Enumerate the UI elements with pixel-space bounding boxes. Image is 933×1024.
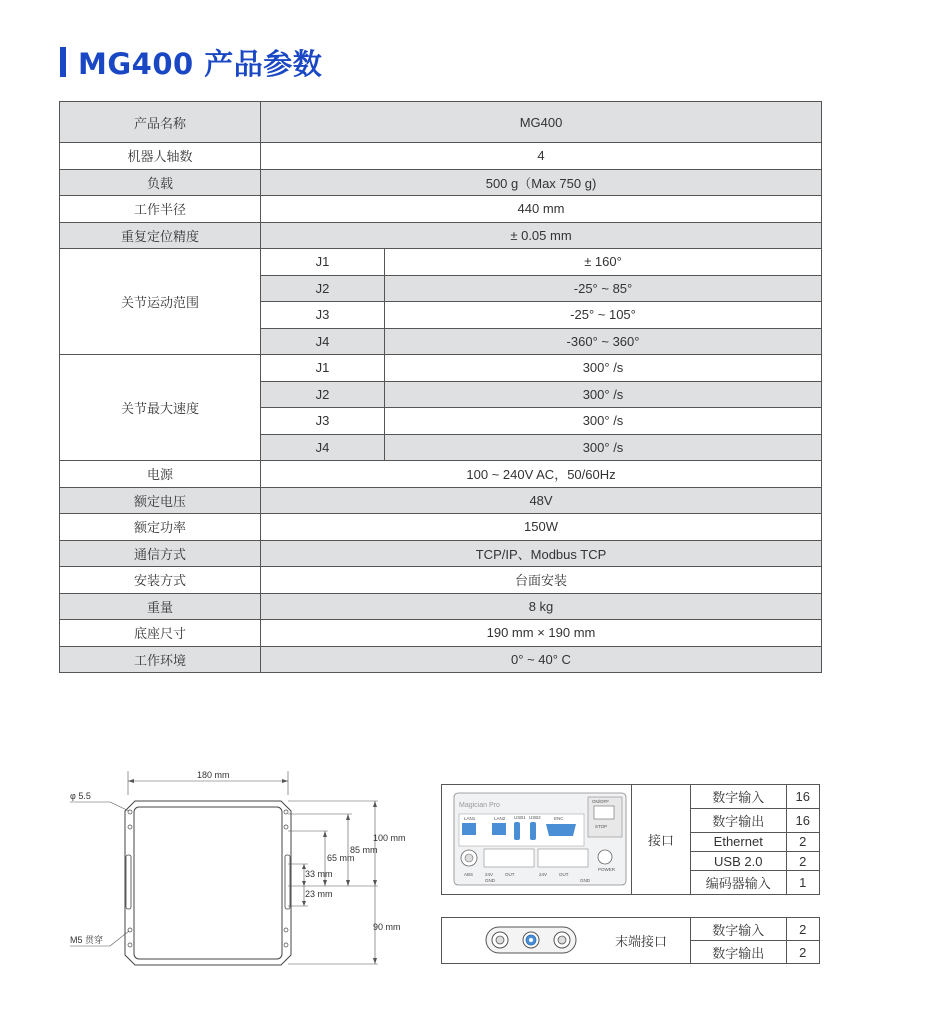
spec-label: 工作半径 xyxy=(60,196,261,223)
joint-value: -25° ~ 85° xyxy=(385,275,822,302)
base-plate xyxy=(125,801,291,965)
joint-value: ± 160° xyxy=(385,249,822,276)
joint-value: 300° /s xyxy=(385,381,822,408)
interface-table xyxy=(441,784,820,895)
table-row xyxy=(691,851,819,870)
interface-name: 数字输出 xyxy=(691,941,786,964)
table-row xyxy=(60,143,822,170)
panel-usb1-label: USB1 xyxy=(514,815,526,820)
end-connector-image xyxy=(442,918,592,963)
usb2-port xyxy=(530,822,536,840)
spec-label: 底座尺寸 xyxy=(60,620,261,647)
spec-value: 150W xyxy=(261,514,822,541)
spec-label-joint-range: 关节运动范围 xyxy=(60,249,261,355)
table-row xyxy=(60,567,822,594)
spec-label: 重量 xyxy=(60,593,261,620)
spec-label-joint-speed: 关节最大速度 xyxy=(60,355,261,461)
table-row xyxy=(691,941,819,964)
end-connector-cell xyxy=(442,918,592,963)
lan2-port xyxy=(492,823,506,835)
spec-value: 440 mm xyxy=(261,196,822,223)
table-row xyxy=(691,808,819,832)
panel-enc-label: ENC xyxy=(554,816,564,821)
joint-value: -360° ~ 360° xyxy=(385,328,822,355)
joint-value: 300° /s xyxy=(385,355,822,382)
spec-label: 额定电压 xyxy=(60,487,261,514)
table-row xyxy=(691,832,819,851)
dim-90-label: 90 mm xyxy=(373,922,401,932)
panel-lan1-label: LAN1 xyxy=(464,816,476,821)
joint-value: -25° ~ 105° xyxy=(385,302,822,329)
spec-table xyxy=(59,101,822,673)
spec-label: 工作环境 xyxy=(60,646,261,673)
spec-value: 4 xyxy=(261,143,822,170)
spec-value: 8 kg xyxy=(261,593,822,620)
end-interface-label: 末端接口 xyxy=(592,918,691,963)
controller-panel-cell xyxy=(442,785,632,894)
dim-100-label: 100 mm xyxy=(373,833,406,843)
panel-power-label: POWER xyxy=(598,867,616,872)
interface-name: 编码器输入 xyxy=(691,871,786,894)
spec-value: 100 ~ 240V AC，50/60Hz xyxy=(261,461,822,488)
spec-value: 500 g（Max 750 g) xyxy=(261,169,822,196)
power-switch xyxy=(594,806,614,819)
base-dimension-drawing xyxy=(60,765,420,975)
joint-name: J4 xyxy=(261,328,385,355)
table-row xyxy=(60,355,822,382)
spec-label: 电源 xyxy=(60,461,261,488)
joint-name: J2 xyxy=(261,275,385,302)
panel-onoff-label: ON/OFF xyxy=(592,799,609,804)
joint-name: J2 xyxy=(261,381,385,408)
spec-label: 安装方式 xyxy=(60,567,261,594)
joint-name: J1 xyxy=(261,355,385,382)
title-text: MG400 产品参数 xyxy=(78,46,323,81)
table-row xyxy=(60,196,822,223)
spec-label: 产品名称 xyxy=(60,102,261,143)
interface-name: 数字输出 xyxy=(691,808,786,832)
dim-85-label: 85 mm xyxy=(350,845,378,855)
interface-count: 1 xyxy=(799,875,807,891)
controller-panel-image xyxy=(442,785,632,894)
page-title xyxy=(60,42,322,82)
interface-count: 2 xyxy=(799,944,807,960)
table-row xyxy=(60,461,822,488)
spec-label: 额定功率 xyxy=(60,514,261,541)
table-row xyxy=(691,871,819,894)
panel-out-label-2: OUT xyxy=(559,872,569,877)
joint-value: 300° /s xyxy=(385,408,822,435)
spec-value: 190 mm × 190 mm xyxy=(261,620,822,647)
panel-usb2-label: USB2 xyxy=(529,815,541,820)
panel-gnd-label-2: GND xyxy=(580,878,590,883)
joint-name: J1 xyxy=(261,249,385,276)
joint-value: 300° /s xyxy=(385,434,822,461)
mount-note-label: M5 贯穿 xyxy=(70,935,104,945)
spec-label: 通信方式 xyxy=(60,540,261,567)
spec-value: ± 0.05 mm xyxy=(261,222,822,249)
spec-value: 台面安装 xyxy=(261,567,822,594)
table-row xyxy=(60,646,822,673)
io-terminal-2 xyxy=(538,849,588,867)
panel-brand: Magician Pro xyxy=(459,802,500,809)
table-row xyxy=(60,620,822,647)
panel-24v-label-2: 24V xyxy=(539,872,548,877)
dim-65-label: 65 mm xyxy=(327,853,355,863)
interface-count: 2 xyxy=(786,918,819,941)
joint-name: J3 xyxy=(261,302,385,329)
interface-label: 接口 xyxy=(632,785,691,894)
dim-width-label: 180 mm xyxy=(197,770,230,780)
end-interface-list xyxy=(691,918,819,963)
dim-hole-label: φ 5.5 xyxy=(70,791,91,801)
spec-value: MG400 xyxy=(261,102,822,143)
interface-name: 数字输入 xyxy=(691,918,786,941)
table-row xyxy=(60,487,822,514)
panel-abs-label: ABS xyxy=(464,872,474,877)
table-row xyxy=(691,918,819,941)
lan1-port xyxy=(462,823,476,835)
spec-label: 负载 xyxy=(60,169,261,196)
interface-name: Ethernet xyxy=(691,832,786,851)
panel-out-label-1: OUT xyxy=(505,872,515,877)
title-accent-bar xyxy=(60,47,66,77)
interface-list xyxy=(691,785,819,894)
io-terminal-1 xyxy=(484,849,534,867)
joint-name: J4 xyxy=(261,434,385,461)
interface-count: 2 xyxy=(786,832,819,851)
spec-value: 48V xyxy=(261,487,822,514)
spec-value: TCP/IP、Modbus TCP xyxy=(261,540,822,567)
table-row xyxy=(60,222,822,249)
panel-stop-label: STOP xyxy=(595,824,608,829)
dim-33-label: 33 mm xyxy=(305,869,333,879)
interface-count: 2 xyxy=(786,851,819,870)
spec-label: 重复定位精度 xyxy=(60,222,261,249)
spec-label: 机器人轴数 xyxy=(60,143,261,170)
table-row xyxy=(60,102,822,143)
table-row xyxy=(691,785,819,808)
table-row xyxy=(60,169,822,196)
table-row xyxy=(60,593,822,620)
usb1-port xyxy=(514,822,520,840)
table-row xyxy=(60,540,822,567)
interface-count: 16 xyxy=(786,808,819,832)
dim-23-label: 23 mm xyxy=(305,889,333,899)
power-connector xyxy=(598,850,612,864)
table-row xyxy=(60,249,822,276)
joint-name: J3 xyxy=(261,408,385,435)
enc-port xyxy=(546,824,576,836)
interface-count: 16 xyxy=(786,785,819,808)
panel-gnd-label-1: GND xyxy=(485,878,495,883)
interface-name: 数字输入 xyxy=(691,785,786,808)
end-interface-table xyxy=(441,917,820,964)
table-row xyxy=(60,514,822,541)
spec-value: 0° ~ 40° C xyxy=(261,646,822,673)
panel-lan2-label: LAN2 xyxy=(494,816,506,821)
interface-name: USB 2.0 xyxy=(691,851,786,870)
panel-24v-label-1: 24V xyxy=(485,872,494,877)
